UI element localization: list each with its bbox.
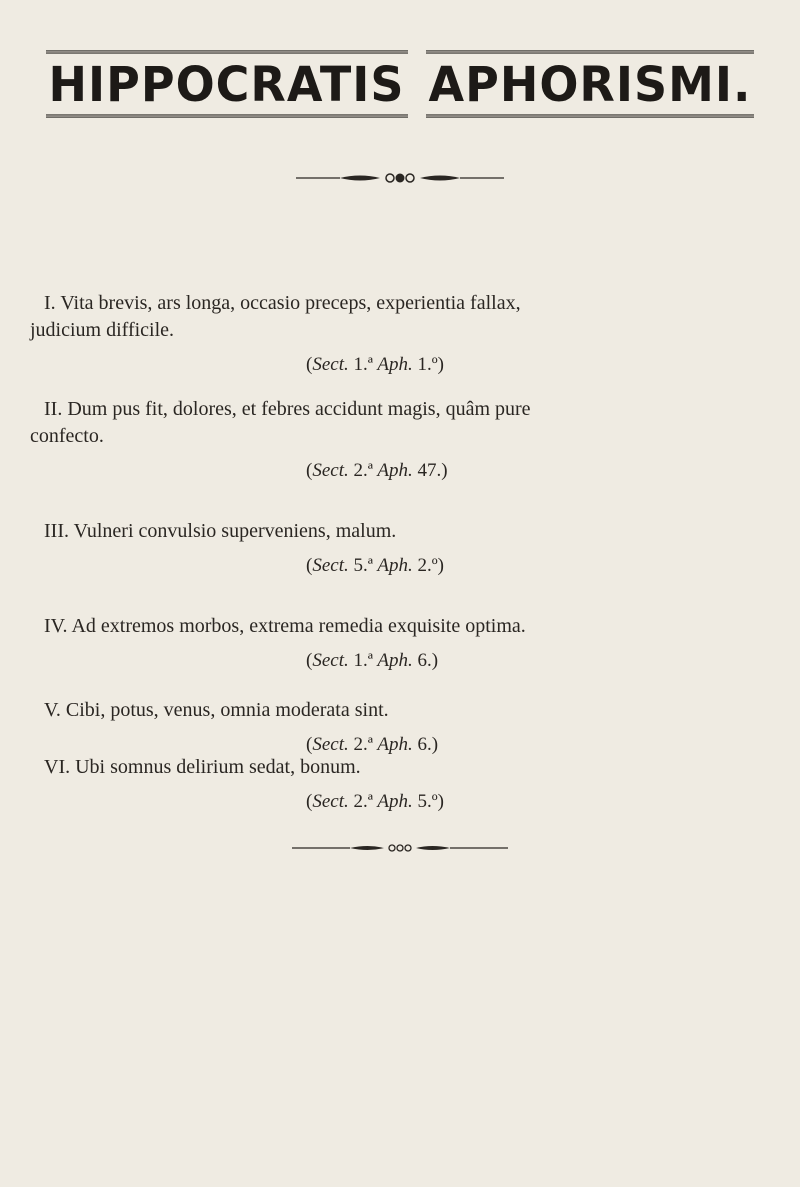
aphorism-4 — [44, 613, 746, 674]
title-word-hippocratis: HIPPOCRATIS — [46, 50, 408, 117]
aph-number: 2.º — [417, 555, 438, 576]
sect-label: Sect. — [312, 555, 349, 576]
aphorism-3 — [44, 518, 746, 579]
aph-number: 47. — [417, 460, 442, 481]
top-ornament-divider — [0, 170, 800, 191]
aphorism-number: I. — [44, 292, 56, 314]
sect-number: 2.ª — [353, 734, 373, 755]
aphorism-text-line-1: Ubi somnus delirium sedat, bonum. — [75, 756, 361, 778]
aph-label: Aph. — [377, 734, 413, 755]
sect-label: Sect. — [312, 354, 349, 375]
aphorism-number: V. — [44, 699, 61, 721]
ornament-icon — [280, 170, 520, 186]
aphorism-2 — [30, 396, 746, 484]
aphorism-reference: (Sect. 2.ª Aph. 47.) — [306, 460, 448, 481]
aphorism-text-line-2: confecto. — [30, 425, 104, 447]
title-word-aphorismi: APHORISMI. — [426, 50, 755, 117]
aph-number: 6. — [417, 734, 432, 755]
aphorism-1 — [30, 290, 746, 378]
bottom-ornament-divider — [0, 840, 800, 861]
aph-number: 5.º — [417, 791, 438, 812]
aphorism-number: IV. — [44, 615, 68, 637]
aphorism-text-line-1: Vita brevis, ars longa, occasio preceps, experientia fallax, — [60, 292, 521, 314]
aph-number: 1.º — [417, 354, 438, 375]
sect-label: Sect. — [312, 650, 349, 671]
aphorism-reference: (Sect. 2.ª Aph. 6.) — [306, 734, 439, 755]
sect-label: Sect. — [312, 460, 349, 481]
sect-number: 2.ª — [353, 460, 373, 481]
sect-label: Sect. — [312, 791, 349, 812]
page-title — [0, 50, 800, 117]
aph-number: 6. — [417, 650, 432, 671]
aphorism-reference: (Sect. 1.ª Aph. 6.) — [306, 650, 439, 671]
aphorism-text-line-1: Ad extremos morbos, extrema remedia exquisite optima. — [71, 615, 526, 637]
aph-label: Aph. — [377, 650, 413, 671]
aphorism-number: III. — [44, 520, 69, 542]
aphorism-reference: (Sect. 2.ª Aph. 5.º) — [306, 791, 444, 812]
sect-number: 2.ª — [353, 791, 373, 812]
aphorism-6 — [44, 754, 746, 815]
aphorism-reference: (Sect. 1.ª Aph. 1.º) — [306, 354, 444, 375]
aphorism-text-line-1: Dum pus fit, dolores, et febres accidunt magis, quâm pure — [67, 398, 531, 420]
aphorism-text-line-2: judicium difficile. — [30, 319, 175, 341]
aph-label: Aph. — [377, 460, 413, 481]
ornament-icon — [280, 840, 520, 856]
aph-label: Aph. — [377, 354, 413, 375]
sect-label: Sect. — [312, 734, 349, 755]
aphorism-number: VI. — [44, 756, 71, 778]
sect-number: 1.ª — [353, 650, 373, 671]
aph-label: Aph. — [377, 791, 413, 812]
aph-label: Aph. — [377, 555, 413, 576]
aphorism-number: II. — [44, 398, 63, 420]
aphorism-reference: (Sect. 5.ª Aph. 2.º) — [306, 555, 444, 576]
aphorism-5 — [44, 697, 746, 758]
aphorism-text-line-1: Cibi, potus, venus, omnia moderata sint. — [65, 699, 389, 721]
sect-number: 5.ª — [353, 555, 373, 576]
sect-number: 1.ª — [353, 354, 373, 375]
aphorism-text-line-1: Vulneri convulsio superveniens, malum. — [73, 520, 397, 542]
